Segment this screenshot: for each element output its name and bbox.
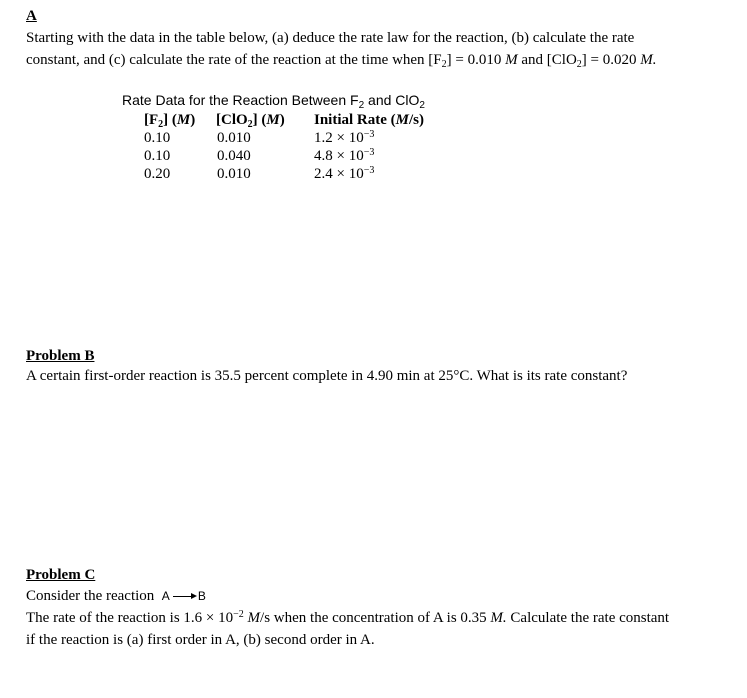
- reaction-arrow-icon: [173, 596, 195, 597]
- header-rate: Initial Rate (M/s): [314, 112, 425, 128]
- problem-a-text-line2: constant, and (c) calculate the rate of the reaction at the time when $[F_2] = 0.010$ M and [ClO$_2$] = 0.020 M.: [26, 52, 657, 70]
- problem-c-consider: Consider the reaction A B: [26, 588, 206, 604]
- problem-c-text-line1: The rate of the reaction is $1.6 \times 10^{-2}$ M/s when the concentration of A is 0.35 M. Calculate the rate constant: [26, 609, 670, 626]
- table-cell-f2: 0.20: [144, 166, 171, 182]
- table-cell-clo2: 0.010: [217, 166, 251, 182]
- table-cell-clo2: 0.040: [217, 148, 251, 164]
- table-cell-rate: $4.8 \times 10^{-3}$: [314, 147, 375, 164]
- problem-b-heading: Problem B: [26, 348, 95, 364]
- reactant-a: A: [161, 589, 170, 603]
- table-cell-rate: $2.4 \times 10^{-3}$: [314, 165, 375, 182]
- problem-a-heading: A: [26, 8, 37, 24]
- problem-c-text-line2: if the reaction is (a) first order in A, (b) second order in A.: [26, 632, 375, 648]
- table-cell-f2: 0.10: [144, 148, 171, 164]
- header-f2: $[F_2]$ (M): [144, 112, 196, 130]
- problem-a-text-line1: Starting with the data in the table below, (a) deduce the rate law for the reaction, (b) calculate the rate: [26, 30, 635, 46]
- problem-b-text: A certain first-order reaction is 35.5 percent complete in 4.90 min at 25°C. What is its rate constant?: [26, 368, 628, 384]
- table-cell-f2: 0.10: [144, 130, 171, 146]
- table-cell-rate: $1.2 \times 10^{-3}$: [314, 129, 375, 146]
- product-b: B: [197, 589, 206, 603]
- table-caption: Rate Data for the Reaction Between $F_2$ and ClO$_2$: [122, 92, 425, 111]
- header-clo2: [ClO$_2$] (M): [216, 112, 285, 130]
- problem-c-heading: Problem C: [26, 567, 96, 583]
- table-cell-clo2: 0.010: [217, 130, 251, 146]
